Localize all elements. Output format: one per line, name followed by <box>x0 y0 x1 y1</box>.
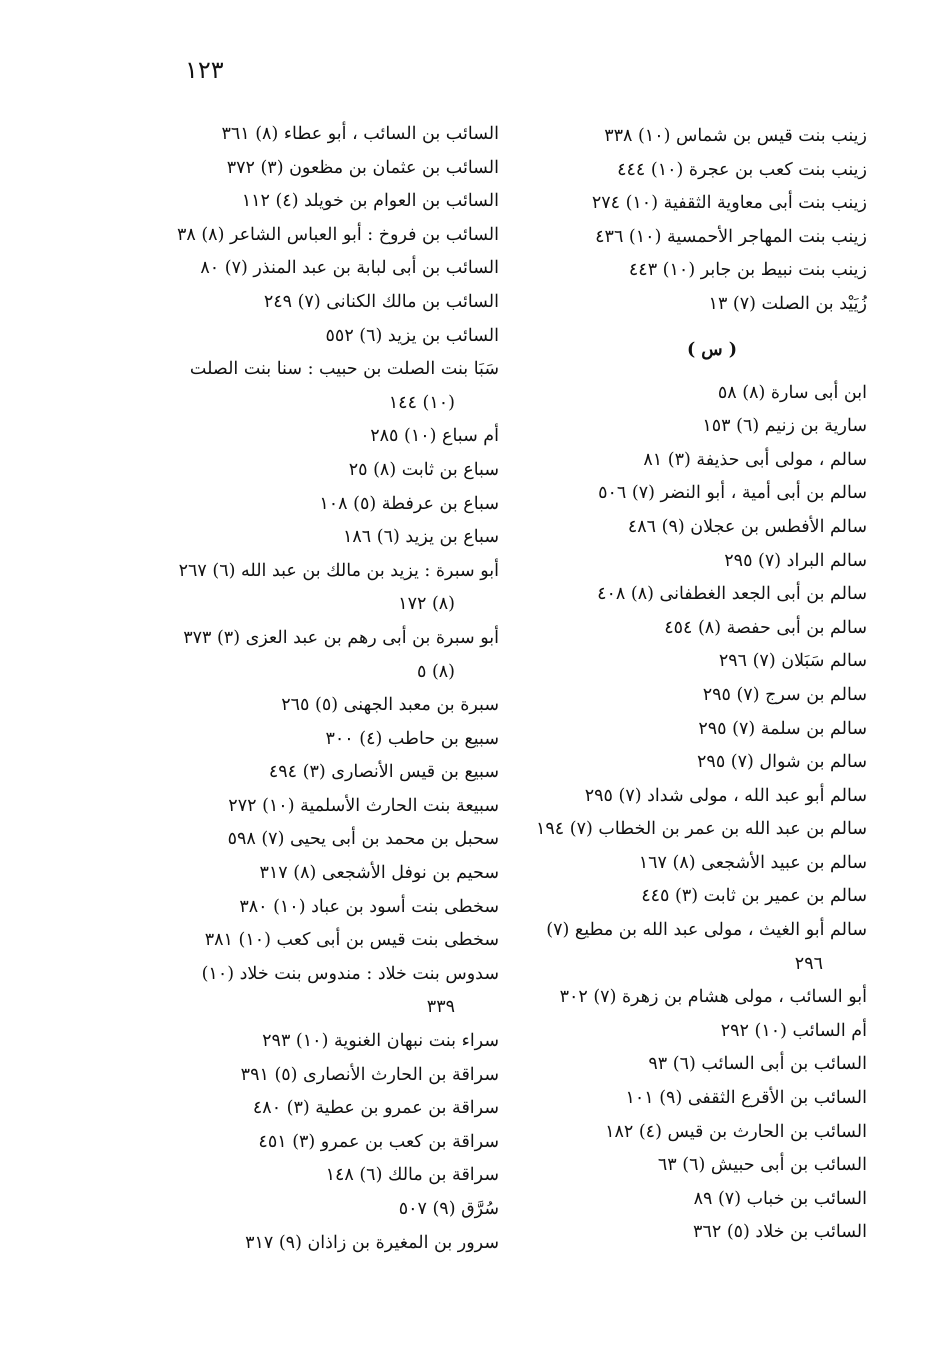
index-entry-wrapped <box>159 958 499 1025</box>
index-column-left <box>159 118 499 1260</box>
index-entry: السائب بن العوام بن خويلد (٤) ١١٢ <box>241 191 499 212</box>
index-entry: سراقة بن كعب بن عمرو (٣) ٤٥١ <box>258 1131 499 1152</box>
index-entry: سالم بن شوال (٧) ٢٩٥ <box>697 752 867 773</box>
index-entry: سرور بن المغيرة بن زاذان (٩) ٣١٧ <box>245 1232 499 1253</box>
index-entry-continuation: (٨) ٥ <box>416 661 455 682</box>
index-entry: سبيعة بنت الحارث الأسلمية (١٠) ٢٧٢ <box>228 795 499 816</box>
index-entry-wrapped <box>159 555 499 622</box>
index-entry: السائب بن الأقرع الثقفى (٩) ١٠١ <box>625 1088 867 1109</box>
index-entry-continuation: ٣٣٩ <box>426 997 455 1018</box>
index-entry-line: أبو سبرة : يزيد بن مالك بن عبد الله (٦) ٢٦٧ <box>178 560 499 581</box>
index-entry: أم السائب (١٠) ٢٩٢ <box>720 1020 867 1041</box>
index-entry: زينب بنت قيس بن شماس (١٠) ٣٣٨ <box>604 126 867 146</box>
index-entry: سالم بن عبيد الأشجعى (٨) ١٦٧ <box>638 852 867 873</box>
index-entry: سالم البراد (٧) ٢٩٥ <box>724 550 867 571</box>
index-entry: السائب بن مالك الكنانى (٧) ٢٤٩ <box>263 291 499 312</box>
index-entry: سالم ، مولى أبى حذيفة (٣) ٨١ <box>643 449 867 470</box>
index-entry: سُرَّق (٩) ٥٠٧ <box>398 1199 499 1219</box>
index-entry: سالم بن أبى حفصة (٨) ٤٥٤ <box>664 617 867 638</box>
index-entry: السائب بن أبى السائب (٦) ٩٣ <box>648 1054 867 1075</box>
index-entry: سبيع بن قيس الأنصارى (٣) ٤٩٤ <box>268 762 499 783</box>
index-entry: زينب بنت نبيط بن جابر (١٠) ٤٤٣ <box>628 260 867 281</box>
index-entry: سالم أبو عبد الله ، مولى شداد (٧) ٢٩٥ <box>584 785 867 806</box>
section-heading: ( س ) <box>686 339 738 360</box>
index-entry: السائب بن خباب (٧) ٨٩ <box>693 1188 867 1209</box>
index-entry: سبيع بن حاطب (٤) ٣٠٠ <box>325 728 499 749</box>
index-entry-wrapped <box>159 622 499 689</box>
index-entry-line: أبو سبرة بن أبى رهم بن عبد العزى (٣) ٣٧٣ <box>183 627 499 648</box>
index-entry: سالم بن سرج (٧) ٢٩٥ <box>702 684 867 705</box>
index-entry: سالم بن سلمة (٧) ٢٩٥ <box>698 718 867 739</box>
entry-group-zaynab <box>517 120 867 322</box>
index-entry: سخطى بنت أسود بن عباد (١٠) ٣٨٠ <box>239 896 499 917</box>
index-entry: سارية بن زنيم (٦) ١٥٣ <box>702 416 867 437</box>
index-entry: سالم بن أبى أمية ، أبو النضر (٧) ٥٠٦ <box>598 483 867 504</box>
index-entry: سالم بن عبد الله بن عمر بن الخطاب (٧) ١٩٤ <box>535 819 867 840</box>
index-entry: سراقة بن مالك (٦) ١٤٨ <box>325 1165 499 1186</box>
index-entry: السائب بن فروخ : أبو العباس الشاعر (٨) ٣٨ <box>176 224 499 245</box>
index-entry: أم سباع (١٠) ٢٨٥ <box>370 426 499 447</box>
index-entry: أبو السائب ، مولى هشام بن زهرة (٧) ٣٠٢ <box>559 987 867 1008</box>
index-entry: السائب بن عثمان بن مظعون (٣) ٣٧٢ <box>226 157 499 178</box>
index-entry-continuation: ٢٩٦ <box>794 953 823 974</box>
index-entry: السائب بن خلاد (٥) ٣٦٢ <box>693 1222 867 1243</box>
index-entry: زينب بنت كعب بن عجرة (١٠) ٤٤٤ <box>617 159 867 180</box>
index-entry: سباع بن عرفطة (٥) ١٠٨ <box>319 493 499 514</box>
index-entry: سخطى بنت قيس بن أبى كعب (١٠) ٣٨١ <box>204 930 499 951</box>
index-entry: سراء بنت نبهان الغنوية (١٠) ٢٩٣ <box>262 1031 499 1052</box>
index-entry-wrapped <box>159 353 499 420</box>
index-entry: سالم سَبَلان (٧) ٢٩٦ <box>718 651 867 672</box>
index-entry: سراقة بن الحارث الأنصارى (٥) ٣٩١ <box>240 1064 499 1085</box>
index-column-right <box>517 120 867 1250</box>
index-entry: سحبل بن محمد بن أبى يحيى (٧) ٥٩٨ <box>227 829 499 850</box>
index-entry: زُيَيْد بن الصلت (٧) ١٣ <box>708 293 867 314</box>
index-entry-wrapped <box>517 914 867 981</box>
index-entry: زينب بنت أبى معاوية الثقفية (١٠) ٢٧٤ <box>591 193 867 214</box>
index-entry: سالم بن أبى الجعد الغطفانى (٨) ٤٠٨ <box>597 584 867 605</box>
index-entry: سالم بن عمير بن ثابت (٣) ٤٤٥ <box>641 886 867 907</box>
index-entry: سحيم بن نوفل الأشجعى (٨) ٣١٧ <box>259 863 499 884</box>
entry-group-sin <box>517 377 867 1250</box>
index-entry: سباع بن يزيد (٦) ١٨٦ <box>342 527 499 548</box>
index-entry: سراقة بن عمرو بن عطية (٣) ٤٨٠ <box>252 1098 499 1119</box>
index-entry: السائب بن السائب ، أبو عطاء (٨) ٣٦١ <box>221 124 499 144</box>
index-entry: زينب بنت المهاجر الأحمسية (١٠) ٤٣٦ <box>595 226 867 247</box>
index-entry: سالم الأفطس بن عجلان (٩) ٤٨٦ <box>627 516 867 537</box>
index-entry-line: سالم أبو الغيث ، مولى عبد الله بن مطيع (٧) <box>546 920 867 941</box>
index-entry: سباع بن ثابت (٨) ٢٥ <box>348 459 499 480</box>
index-entry-line: سَبَا بنت الصلت بن حبيب : سنا بنت الصلت <box>189 359 499 380</box>
index-entry: السائب بن يزيد (٦) ٥٥٢ <box>325 325 499 346</box>
index-entry: ابن أبى سارة (٨) ٥٨ <box>717 382 867 403</box>
index-entry-continuation: (١٠) ١٤٤ <box>388 392 455 413</box>
index-entry: السائب بن أبى لبابة بن عبد المنذر (٧) ٨٠ <box>200 258 499 279</box>
index-entry: السائب بن أبى حبيش (٦) ٦٣ <box>657 1155 867 1176</box>
page-number: ١٢٣ <box>185 56 224 84</box>
index-entry-line: سدوس بنت خلاد : مندوس بنت خلاد (١٠) <box>201 963 499 984</box>
index-entry-continuation: (٨) ١٧٢ <box>398 594 455 615</box>
index-entry: سبرة بن معبد الجهنى (٥) ٢٦٥ <box>281 695 499 716</box>
index-entry: السائب بن الحارث بن قيس (٤) ١٨٢ <box>605 1121 867 1142</box>
